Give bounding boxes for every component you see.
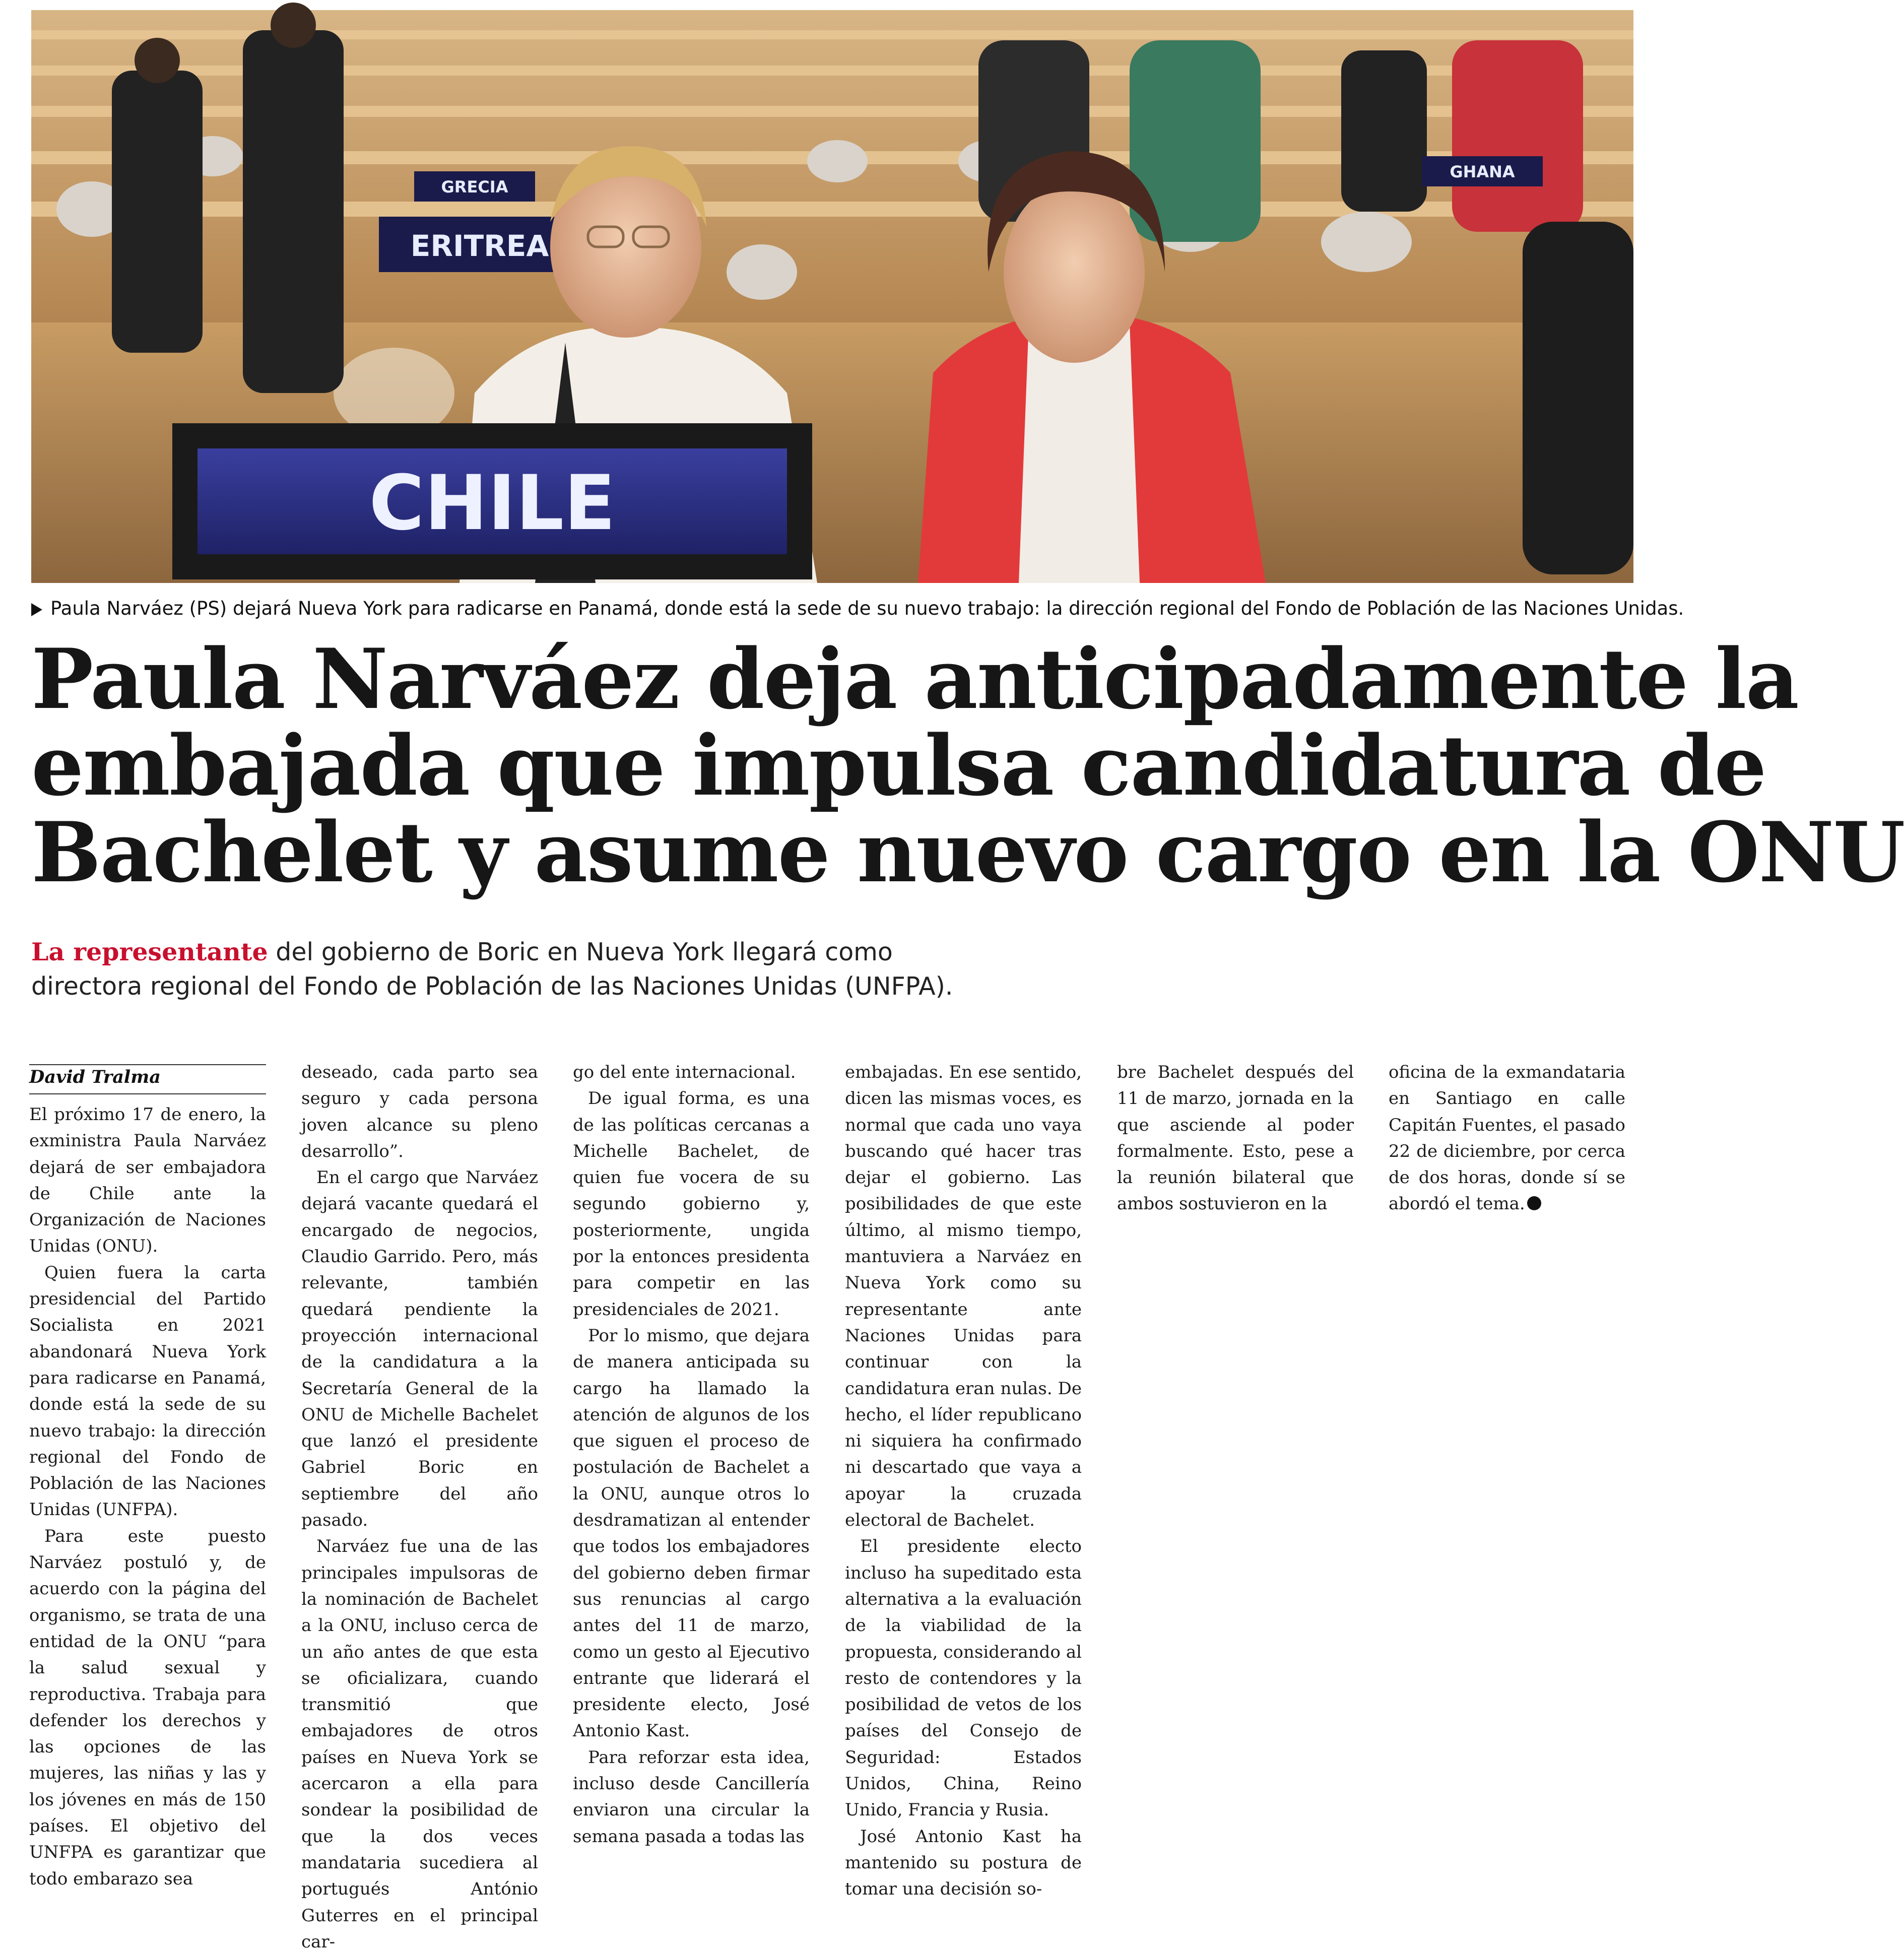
svg-text:GRECIA: GRECIA — [441, 177, 508, 197]
paragraph: José Antonio Kast ha mantenido su postura de tomar una decisión so- — [845, 1826, 1082, 1900]
paragraph: Quien fuera la carta presidencial del Partido Socialista en 2021 abandonará Nueva York para radicarse en Panamá, donde está la sede de su nuevo trabajo: la dirección regional del Fondo de Población de las Naciones Unidas (UNFPA). — [29, 1262, 266, 1520]
paragraph: Para reforzar esta idea, incluso desde Cancillería enviaron una circular la semana pasada a todas las — [573, 1747, 810, 1847]
paragraph: bre Bachelet después del 11 de marzo, jornada en la que asciende al poder formalmente. Esto, pese a la reunión bilateral que ambos sostuvieron en la — [1117, 1062, 1354, 1214]
deck-line-1 — [31, 935, 1039, 969]
placard-ghana — [1422, 156, 1543, 186]
body-column-4 — [845, 1059, 1082, 1903]
deck-line-2: directora regional del Fondo de Población de las Naciones Unidas (UNFPA). — [31, 972, 953, 1001]
lead-photo — [31, 10, 1633, 583]
paragraph: En el cargo que Narváez dejará vacante quedará el encargado de negocios, Claudio Garrido. Pero, más relevante, también quedará pendiente la proyección internacional de la candidatura a la Secretaría General de la ONU de Michelle Bachelet que lanzó el presidente Gabriel Boric en septiembre del año pasado. — [301, 1167, 538, 1531]
body-column-6 — [1389, 1059, 1625, 1217]
body-column-3 — [573, 1059, 810, 1850]
paragraph-text: oficina de la exmandataria en Santiago en calle Capitán Fuentes, el pasado 22 de diciembre, por cerca de dos horas, donde sí se abordó el tema. — [1389, 1062, 1625, 1214]
headline-line-1: Paula Narváez deja anticipadamente la — [31, 630, 1798, 728]
svg-text:GHANA: GHANA — [1450, 162, 1515, 181]
headline-line-3: Bachelet y asume nuevo cargo en la ONU — [31, 804, 1904, 901]
paragraph: De igual forma, es una de las políticas cercanas a Michelle Bachelet, de quien fue vocera de su segundo gobierno y, posteriormente, ungida por la entonces presidenta para competir en las presidenciales de 2021. — [573, 1088, 810, 1320]
photo-caption — [31, 595, 1684, 622]
paragraph: Por lo mismo, que dejara de manera anticipada su cargo ha llamado la atención de algunos de los que siguen el proceso de postulación de Bachelet a la ONU, aunque otros lo desdramatizan al entender que todos los embajadores del gobierno deben firmar sus renuncias al cargo antes del 11 de marzo, como un gesto al Ejecutivo entrante que liderará el presidente electo, José Antonio Kast. — [573, 1325, 810, 1741]
deck-lead: La representante — [31, 937, 268, 966]
svg-text:ERITREA: ERITREA — [410, 229, 549, 263]
placard-eritrea — [379, 217, 580, 272]
paragraph — [1389, 1059, 1625, 1217]
paragraph: Narváez fue una de las principales impulsoras de la nominación de Bachelet a la ONU, incluso cerca de un año antes de que esta se oficializara, cuando transmitió que embajadores de otros países en Nueva York se acercaron a ella para sondear la posibilidad de que la dos veces mandataria sucediera al portugués António Guterres en el principal car- — [301, 1536, 538, 1952]
byline-top-rule — [29, 1064, 266, 1065]
body-column-1 — [29, 1101, 266, 1892]
paragraph: go del ente internacional. — [573, 1062, 796, 1082]
un-assembly-photo — [31, 10, 1633, 583]
paragraph: embajadas. En ese sentido, dicen las mismas voces, es normal que cada uno vaya buscando qué hacer tras dejar el gobierno. Las posibilidades de que este último, al mismo tiempo, mantuviera a Narváez en Nueva York como su representante ante Naciones Unidas para continuar con la candidatura eran nulas. De hecho, el líder republicano ni siquiera ha confirmado ni descartado que vaya a apoyar la cruzada electoral de Bachelet. — [845, 1062, 1082, 1531]
placard-grecia — [414, 171, 535, 202]
deck-line-1-rest: del gobierno de Boric en Nueva York llegará como — [268, 938, 893, 966]
paragraph: Para este puesto Narváez postuló y, de acuerdo con la página del organismo, se trata de una entidad de la ONU “para la salud sexual y reproductiva. Trabaja para defender los derechos y las opciones de las mujeres, las niñas y las y los jóvenes en más de 150 países. El objetivo del UNFPA es garantizar que todo embarazo sea — [29, 1526, 266, 1889]
svg-text:CHILE: CHILE — [369, 460, 616, 547]
caption-text: Paula Narváez (PS) dejará Nueva York para radicarse en Panamá, donde está la sede de su nuevo trabajo: la dirección regional del Fondo de Población de las Naciones Unidas. — [50, 598, 1684, 619]
paragraph: El próximo 17 de enero, la exministra Paula Narváez dejará de ser embajadora de Chile ante la Organización de Naciones Unidas (ONU). — [29, 1104, 266, 1257]
placard-chile — [172, 423, 812, 579]
paragraph: deseado, cada parto sea seguro y cada persona joven alcance su pleno desarrollo”. — [301, 1062, 538, 1161]
headline-line-2: embajada que impulsa candidatura de — [31, 717, 1766, 814]
paragraph: El presidente electo incluso ha supeditado esta alternativa a la evaluación de la viabilidad de la propuesta, considerando al resto de contendores y la posibilidad de vetos de los países del Consejo de Seguridad: Estados Unidos, China, Reino Unido, Francia y Rusia. — [845, 1536, 1082, 1820]
headline — [31, 630, 1904, 901]
caption-arrow-icon — [31, 603, 42, 616]
byline-bottom-rule — [29, 1093, 266, 1094]
body-column-5 — [1117, 1059, 1354, 1217]
body-column-2 — [301, 1059, 538, 1955]
end-of-article-icon — [1527, 1196, 1541, 1210]
deck — [31, 935, 1039, 1004]
byline: David Tralma — [29, 1067, 161, 1087]
